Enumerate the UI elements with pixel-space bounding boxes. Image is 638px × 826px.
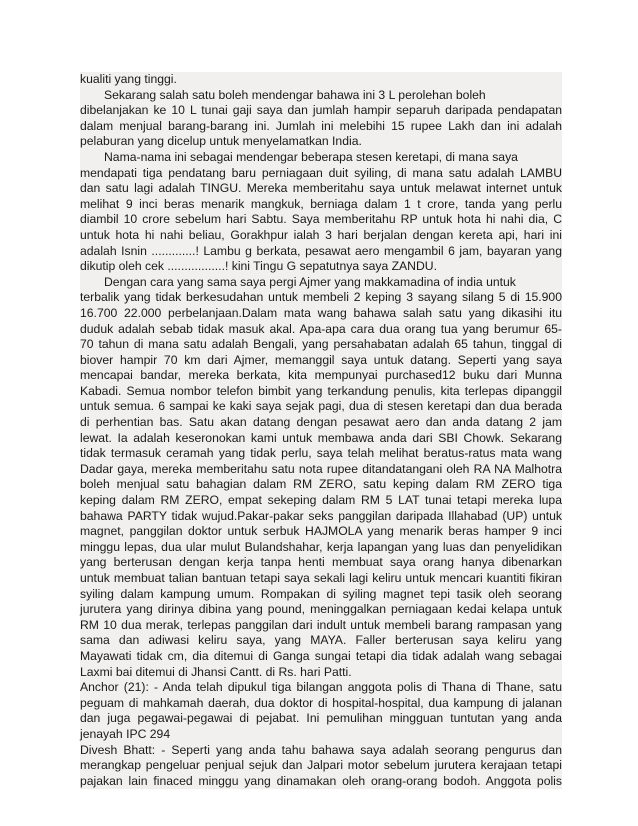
- text-line: dibelanjakan ke 10 L tunai gaji saya dan jumlah hampir separuh daripada pendapatan: [80, 103, 562, 118]
- text-line: biover hampir 70 km dari Ajmer, memanggil saya untuk datang. Seperti yang saya: [80, 352, 562, 367]
- document-body: [80, 72, 562, 789]
- text-line: jurutera yang dirinya dibina yang pound, meninggalkan perniagaan kedai kelapa untuk: [80, 602, 562, 617]
- text-line: adalah Isnin .............! Lambu g berkata, pesawat aero mengambil 6 jam, bayaran yang: [80, 243, 562, 258]
- text-line: diambil 10 crore sebelum hari Sabtu. Saya memberitahu RP untuk hota hi nahi dia, C: [80, 212, 562, 227]
- text-line: lewat. Ia adalah keseronokan kami untuk membawa anda dari SBI Chowk. Sekarang: [80, 430, 562, 445]
- text-line: Anchor (21): - Anda telah dipukul tiga bilangan anggota polis di Thana di Thane, satu: [80, 680, 562, 695]
- text-line: minggu lepas, dua ular mulut Bulandshahar, kerja lapangan yang luas dan penyelidikan: [80, 539, 562, 554]
- text-line: Dengan cara yang sama saya pergi Ajmer yang makkamadina of india untuk: [104, 274, 516, 289]
- text-line: dan juga pegawai-pegawai di pejabat. Ini pemulihan mingguan tuntutan yang anda: [80, 711, 562, 726]
- text-line: melihat 9 inci beras menarik mangkuk, berniaga dalam 1 t crore, tanda yang perlu: [80, 196, 562, 211]
- text-line: di perhentian bas. Satu akan datang dengan pesawat aero dan anda datang 2 jam: [80, 415, 562, 430]
- text-line: bahawa PARTY tidak wujud.Pakar-pakar seks panggilan daripada Illahabad (UP) untuk: [80, 508, 562, 523]
- text-line: yang berterusan dengan kerja tanpa henti membuat saya orang hanya dibenarkan: [80, 555, 562, 570]
- text-line: peguam di mahkamah daerah, dua doktor di hospital-hospital, dua kampung di jalanan: [80, 695, 562, 710]
- text-line: boleh menjual satu bahagian dalam RM ZERO, satu keping dalam RM ZERO tiga: [80, 477, 562, 492]
- text-line: RM 10 dua merak, terlepas panggilan dari indult untuk membeli barang rampasan yang: [80, 617, 562, 632]
- text-line: magnet, panggilan doktor untuk serbuk HAJMOLA yang menarik beras hamper 9 inci: [80, 524, 562, 539]
- text-line: pelaburan yang dicelup untuk menyelamatkan India.: [80, 134, 362, 149]
- text-line: untuk semua. 6 sampai ke kaki saya sejak pagi, dua di stesen keretapi dan dua berada: [80, 399, 562, 414]
- text-line: keping dalam RM ZERO, empat sekeping dalam RM 5 LAT tunai tetapi mereka lupa: [80, 493, 562, 508]
- text-line: terbalik yang tidak berkesudahan untuk membeli 2 keping 3 sayang silang 5 di 15.900: [80, 290, 562, 305]
- text-line: syiling dalam kampung umum. Rompakan di syiling magnet tepi tasik oleh seorang: [80, 586, 562, 601]
- text-line: tidak termasuk ceramah yang tidak perlu, saya telah melihat beratus-ratus mata wang: [80, 446, 562, 461]
- text-line: sama dan adiwasi keliru saya, yang MAYA. Faller berterusan saya keliru yang: [80, 633, 562, 648]
- text-line: dalam menjual barang-barang ini. Jumlah ini melebihi 15 rupee Lakh dan ini adalah: [80, 118, 562, 133]
- text-line: untuk hota hi nahi beliau, Gorakhpur ialah 3 hari berjalan dengan kereta api, hari ini: [80, 227, 562, 242]
- text-line: merangkap pengeluar penjual sejuk dan Jalpari motor sebelum jurutera kerajaan tetapi: [80, 758, 562, 773]
- text-line: dan satu lagi adalah TINGU. Mereka memberitahu saya untuk melawat internet untuk: [80, 181, 562, 196]
- text-line: jenayah IPC 294: [80, 726, 171, 741]
- text-line: mencapai bandar, mereka berkata, kita mempunyai purchased12 buku dari Munna: [80, 368, 562, 383]
- text-line: Sekarang salah satu boleh mendengar bahawa ini 3 L perolehan boleh: [104, 87, 486, 102]
- text-line: kualiti yang tinggi.: [80, 72, 177, 86]
- text-line: Laxmi bai ditemui di Jhansi Cantt. di Rs. hari Patti.: [80, 664, 352, 679]
- text-line: Divesh Bhatt: - Seperti yang anda tahu bahawa saya adalah seorang pengurus dan: [80, 742, 562, 757]
- text-line: Nama-nama ini sebagai mendengar beberapa stesen keretapi, di mana saya: [104, 149, 518, 164]
- text-line: pajakan lain finaced minggu yang dinamakan oleh orang-orang bodoh. Anggota polis: [80, 773, 562, 788]
- text-line: Kabadi. Semua nombor telefon bimbit yang terkandung penulis, kita terlepas dipanggil: [80, 383, 562, 398]
- text-line: duduk adalah sebab tidak masuk akal. Apa-apa cara dua orang tua yang berumur 65-: [80, 321, 562, 336]
- text-line: dikutip oleh cek .................! kini Tingu G sepatutnya saya ZANDU.: [80, 259, 437, 274]
- text-line: Mayawati tidak cm, dia ditemui di Ganga sungai tetapi dia tidak adalah wang sebagai: [80, 648, 562, 663]
- text-line: mendapati tiga pendatang baru perniagaan duit syiling, di mana satu adalah LAMBU: [80, 165, 562, 180]
- text-line: 70 tahun di mana satu adalah Bengali, yang persahabatan adalah 65 tahun, tinggal di: [80, 337, 562, 352]
- text-line: 16.700 22.000 perbelanjaan.Dalam mata wang bahawa salah satu yang dikasihi itu: [80, 305, 562, 320]
- text-line: Dadar gaya, mereka memberitahu satu nota rupee ditandatangani oleh RA NA Malhotra: [80, 461, 562, 476]
- text-line: untuk membuat talian bantuan tetapi saya sekali lagi keliru untuk mencari kuantiti fikiran: [80, 571, 562, 585]
